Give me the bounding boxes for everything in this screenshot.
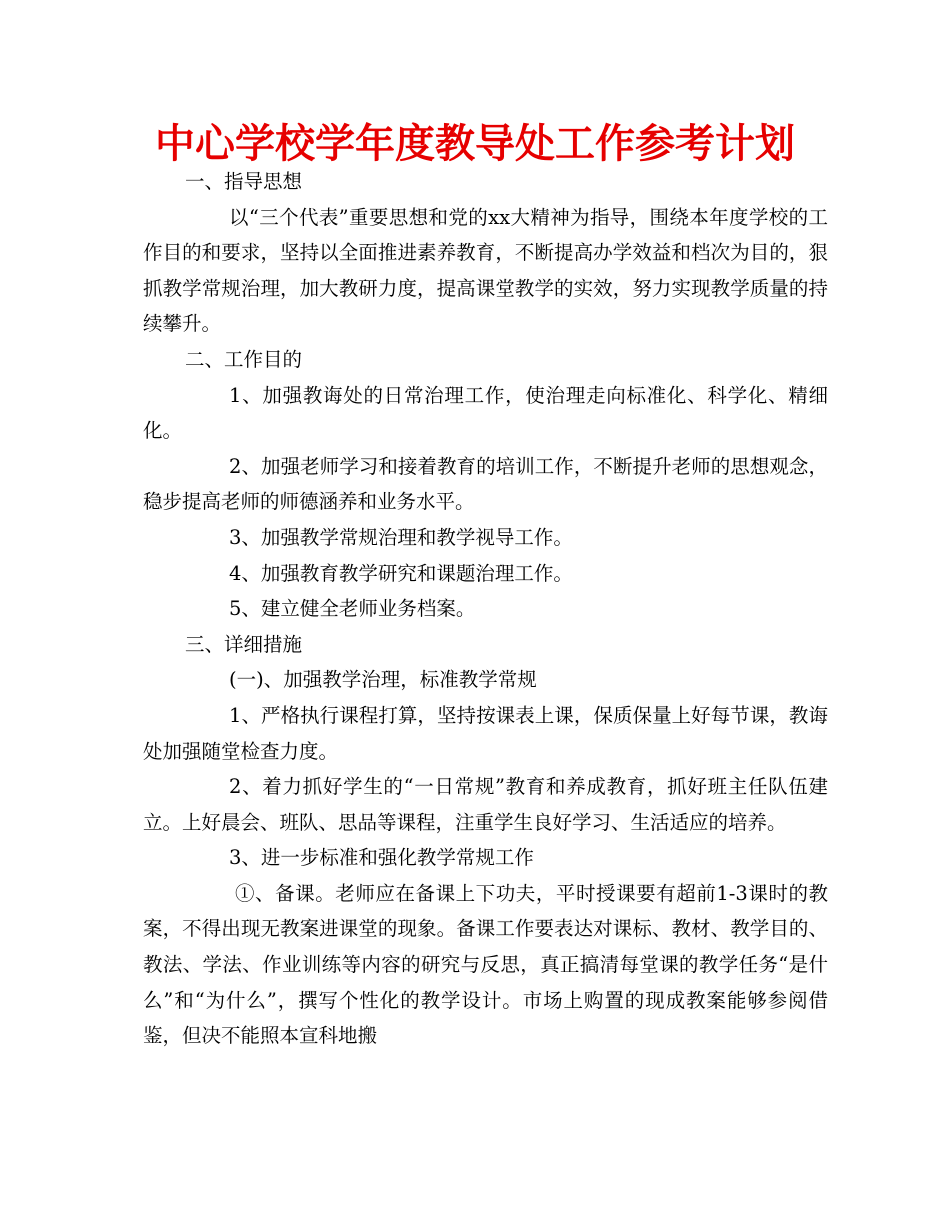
section-heading-work-goals: 二、工作目的 [185,347,303,371]
goal-item-2: 2、加强老师学习和接着教育的培训工作，不断提升老师的思想观念，稳步提高老师的师德涵养和业务水平。 [143,454,828,514]
section-heading-measures: 三、详细措施 [185,632,303,656]
document-title: 中心学校学年度教导处工作参考计划 [155,121,795,167]
goal-item-3: 3、加强教学常规治理和教学视导工作。 [229,525,573,549]
subsection-heading-teaching-management: (一)、加强教学治理，标准教学常规 [229,668,537,692]
goal-item-1: 1、加强教诲处的日常治理工作，使治理走向标准化、科学化、精细化。 [143,383,828,443]
document-body [143,164,828,1054]
paragraph-guiding-ideology: 以“三个代表”重要思想和党的xx大精神为指导，围绕本年度学校的工作目的和要求，坚持以全面推进素养教育，不断提高办学效益和档次为目的，狠抓教学常规治理，加大教研力度，提高课堂教学的实效，努力实现教学质量的持续攀升。 [143,205,828,336]
goal-item-4: 4、加强教育教学研究和课题治理工作。 [229,561,573,585]
measure-item-lesson-prep: ①、备课。老师应在备课上下功夫，平时授课要有超前1-3课时的教案，不得出现无教案进课堂的现象。备课工作要表达对课标、教材、教学目的、教法、学法、作业训练等内容的研究与反思，真正搞清每堂课的教学任务“是什么”和“为什么”，撰写个性化的教学设计。市场上购置的现成教案能够参阅借鉴，但决不能照本宣科地搬 [143,881,828,1048]
section-heading-guiding-ideology: 一、指导思想 [185,170,303,193]
measure-item-1: 1、严格执行课程打算，坚持按课表上课，保质保量上好每节课，教诲处加强随堂检查力度。 [143,703,828,763]
measure-item-2: 2、着力抓好学生的“一日常规”教育和养成教育，抓好班主任队伍建立。上好晨会、班队、思品等课程，注重学生良好学习、生活适应的培养。 [143,775,828,834]
measure-item-3: 3、进一步标准和强化教学常规工作 [229,846,534,870]
goal-item-5: 5、建立健全老师业务档案。 [229,597,476,621]
